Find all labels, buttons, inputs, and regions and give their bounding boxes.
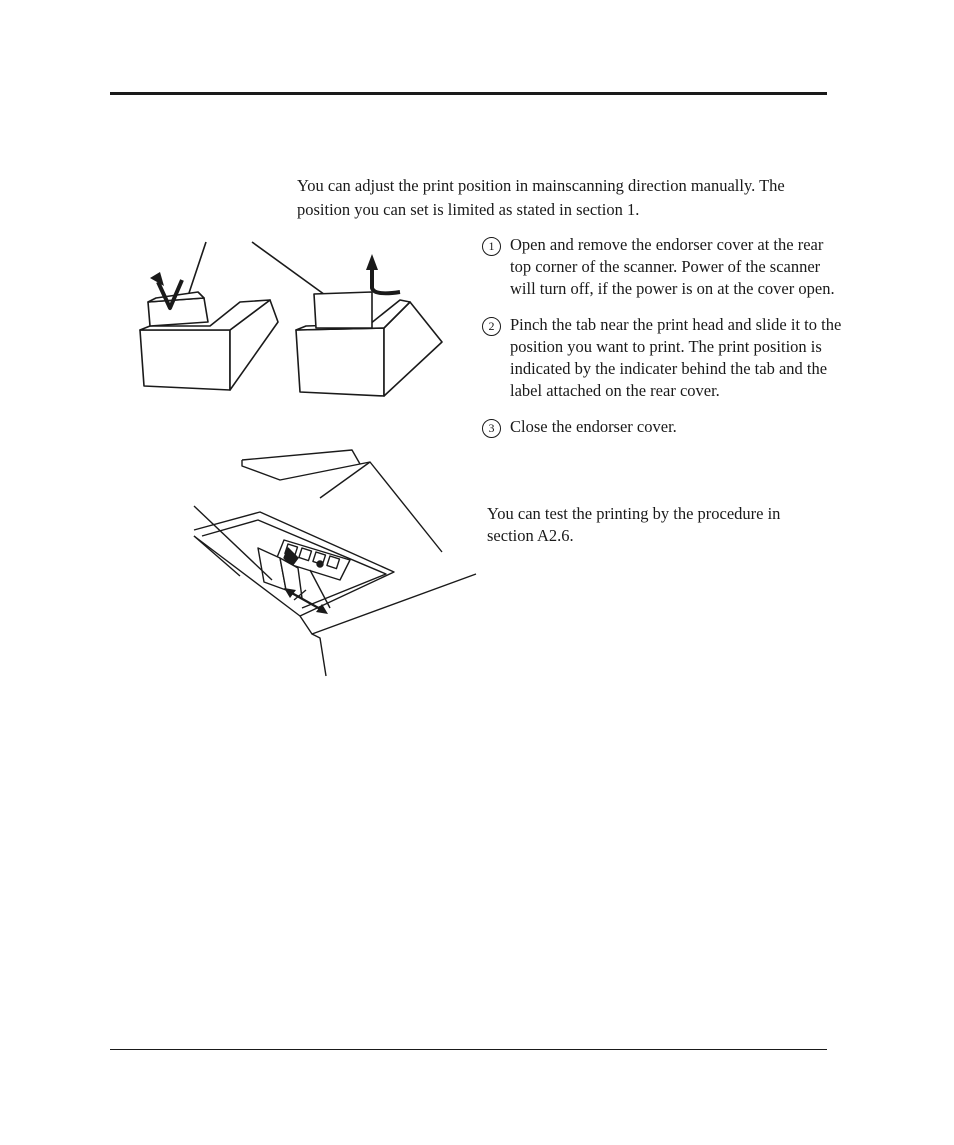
procedure-steps [482, 234, 842, 452]
step-item [482, 416, 842, 438]
endorser-cover-removal-illustration [100, 230, 460, 410]
step-number: 2 [482, 317, 501, 336]
step-number: 1 [482, 237, 501, 256]
step-item [482, 234, 842, 300]
scanner-right [296, 254, 442, 396]
scanner-left [140, 272, 278, 390]
header-rule [110, 92, 827, 95]
test-note: You can test the printing by the procedure in section A2.6. [487, 504, 781, 545]
step-number: 3 [482, 419, 501, 438]
step-text: Open and remove the endorser cover at the rear top corner of the scanner. Power of the scanner will turn off, if the power is on at the cover open. [510, 235, 835, 298]
leader-line [252, 242, 332, 300]
print-head-tab-illustration [180, 440, 480, 680]
step-text: Pinch the tab near the print head and slide it to the position you want to print. The print position is indicated by the indicater behind the tab and the label attached on the rear cover. [510, 315, 842, 400]
footer-rule [110, 1049, 827, 1050]
step-item [482, 314, 842, 402]
intro-paragraph: You can adjust the print position in mainscanning direction manually. The position you can set is limited as stated in section 1. [297, 176, 785, 219]
step-text: Close the endorser cover. [510, 417, 677, 436]
